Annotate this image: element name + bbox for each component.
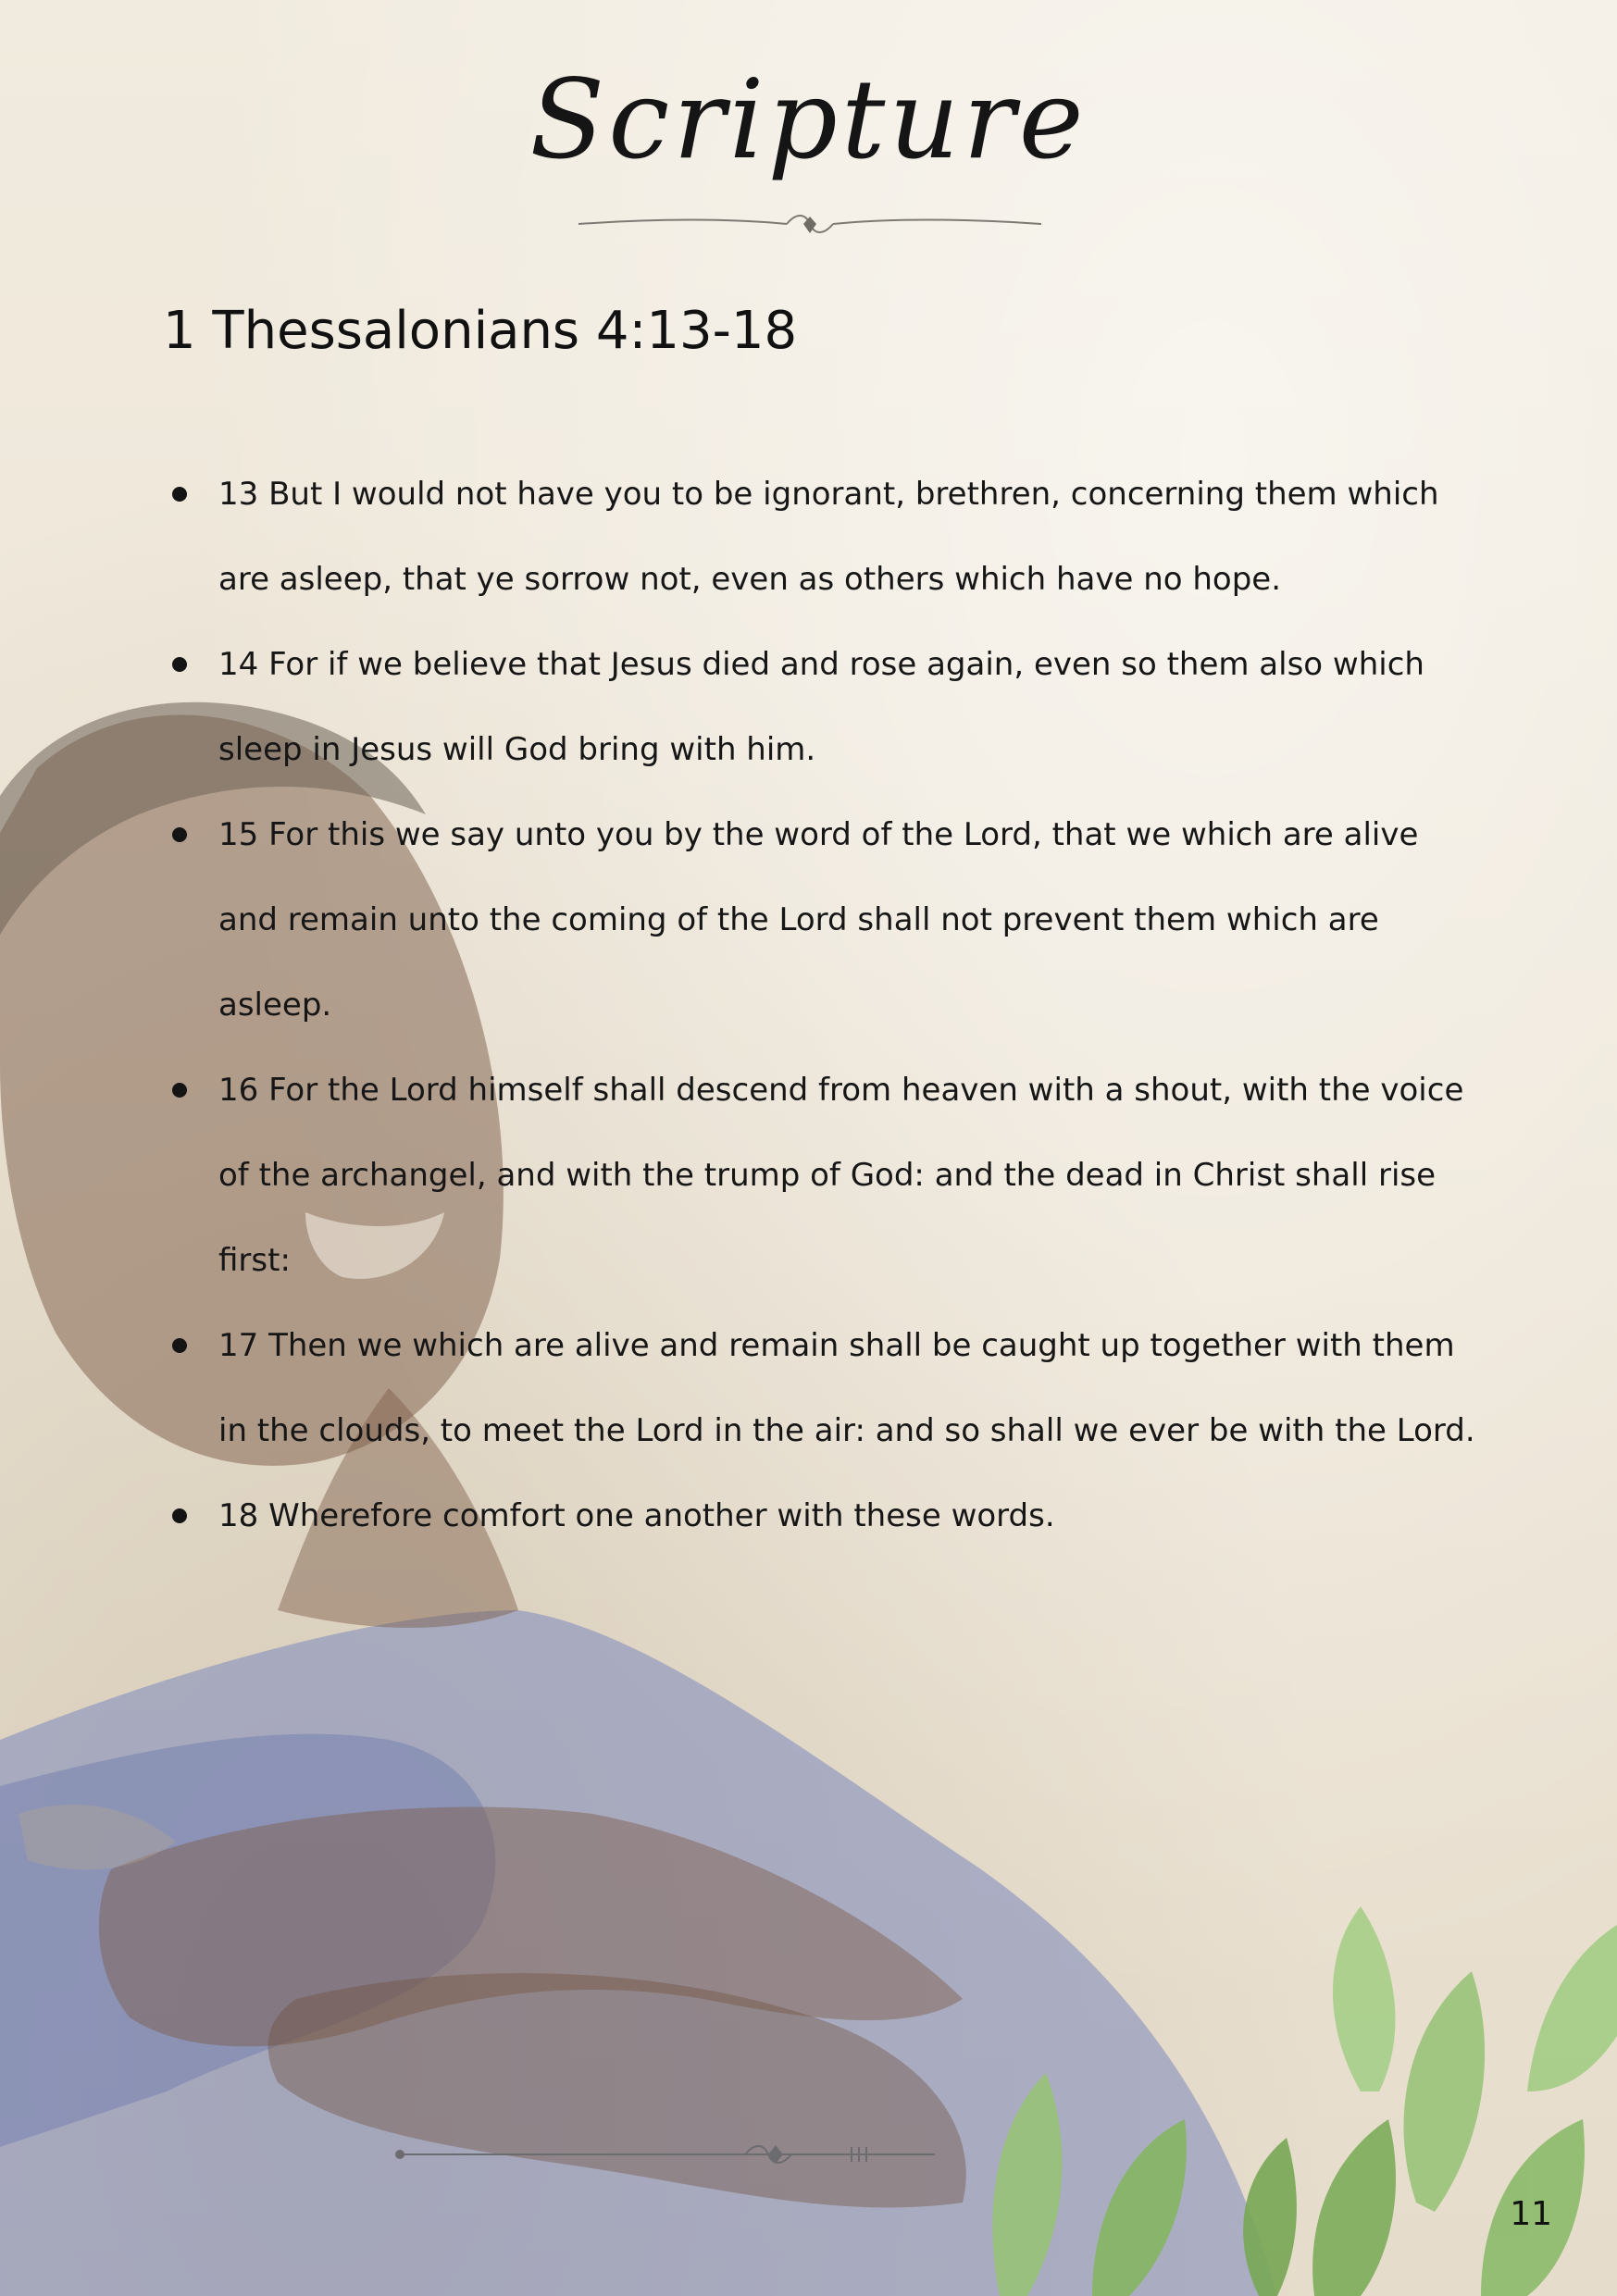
page-script-title: Scripture [529,56,1088,183]
verse-list [165,452,1479,1558]
bullet-icon [172,1338,187,1353]
verse-text: 14 For if we believe that Jesus died and rose again, even so them also which sleep in Jesus will God bring with him. [218,646,1424,768]
bullet-icon [172,487,187,502]
list-item [165,792,1479,1048]
list-item [165,622,1479,792]
scripture-reference-heading: 1 Thessalonians 4:13-18 [163,301,798,361]
verse-text: 16 For the Lord himself shall descend from heaven with a shout, with the voice of the archangel, and with the trump of God: and the dead in Christ shall rise first: [218,1072,1464,1279]
verse-text: 17 Then we which are alive and remain shall be caught up together with them in the clouds, to meet the Lord in the air: and so shall we ever be with the Lord. [218,1327,1475,1449]
page-number: 11 [1510,2195,1552,2233]
list-item [165,1303,1479,1473]
ornamental-divider-icon [389,2138,944,2171]
list-item [165,452,1479,622]
verse-text: 15 For this we say unto you by the word of the Lord, that we which are alive and remain unto the coming of the Lord shall not prevent them which are asleep. [218,816,1419,1024]
list-item [165,1473,1479,1558]
bullet-icon [172,657,187,672]
bullet-icon [172,1508,187,1523]
list-item [165,1048,1479,1303]
verse-text: 18 Wherefore comfort one another with these words. [218,1497,1055,1534]
ornamental-divider-icon [574,205,1046,242]
bullet-icon [172,827,187,842]
bullet-icon [172,1083,187,1098]
verse-text: 13 But I would not have you to be ignorant, brethren, concerning them which are asleep, that ye sorrow not, even as others which have no hope. [218,476,1439,598]
